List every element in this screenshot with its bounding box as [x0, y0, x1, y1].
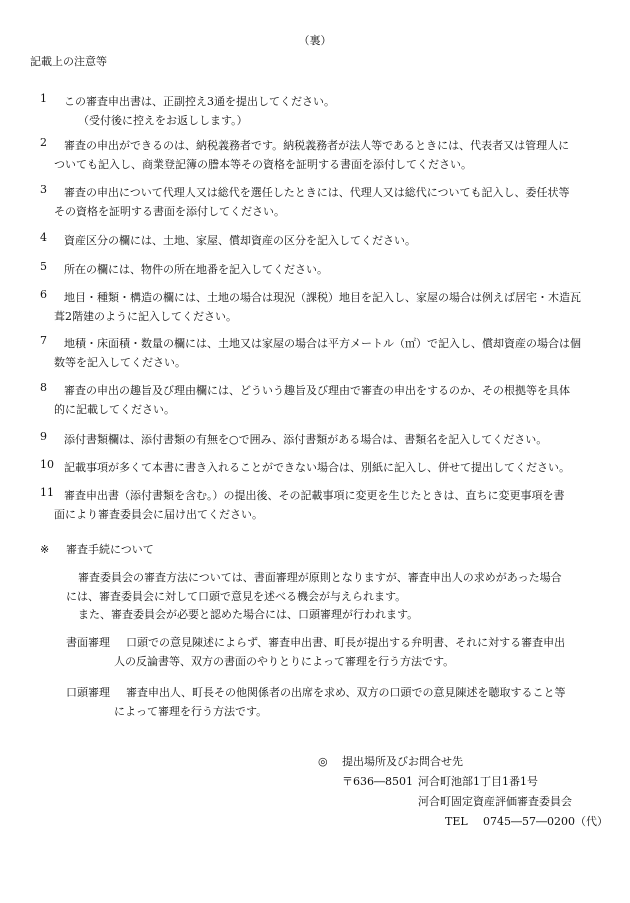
item-number: 8 — [40, 381, 47, 394]
note-item-9 — [40, 430, 600, 449]
item-line1: 資産区分の欄には、土地、家屋、償却資産の区分を記入してください。 — [64, 234, 416, 247]
contact-title: 提出場所及びお問合せ先 — [342, 755, 463, 768]
para-line: また、審査委員会が必要と認めた場合には、口頭審理が行われます。 — [78, 608, 419, 621]
definition-line2: によって審理を行う方法です。 — [114, 705, 268, 718]
note-item-10 — [40, 458, 600, 477]
item-line1: この審査申出書は、正副控え3通を提出してください。 — [64, 95, 335, 108]
item-line2: その資格を証明する書面を添付してください。 — [54, 205, 285, 218]
page-label: （裏） — [298, 34, 332, 47]
item-line2: 的に記載してください。 — [54, 403, 175, 416]
note-item-7 — [40, 334, 600, 372]
page-heading: 記載上の注意等 — [30, 55, 107, 68]
item-line1: 記載事項が多くて本書に書き入れることができない場合は、別紙に記入し、併せて提出してください。 — [64, 461, 570, 474]
item-line1: 所在の欄には、物件の所在地番を記入してください。 — [64, 263, 328, 276]
item-line1: 地積・床面積・数量の欄には、土地又は家屋の場合は平方メートル（㎡）で記入し、償却資産の場合は個 — [64, 337, 581, 350]
item-number: 1 — [40, 92, 47, 105]
definition-label: 口頭審理 — [66, 686, 110, 699]
written-review-definition — [66, 633, 596, 671]
item-number: 9 — [40, 430, 47, 443]
contact-organization: 河合町固定資産評価審査委員会 — [418, 795, 572, 808]
note-item-4 — [40, 231, 600, 250]
note-item-3 — [40, 183, 600, 221]
oral-review-definition — [66, 683, 596, 721]
item-line2: （受付後に控えをお返しします。） — [78, 114, 248, 127]
contact-phone: 0745―57―0200（代） — [483, 815, 608, 828]
item-line2: 数等を記入してください。 — [54, 356, 186, 369]
item-line2: 面により審査委員会に届け出てください。 — [54, 508, 263, 521]
item-line1: 地目・種類・構造の欄には、土地の場合は現況（課税）地目を記入し、家屋の場合は例えば居宅・木造瓦 — [64, 291, 581, 304]
definition-line1: 口頭での意見陳述によらず、審査申出書、町長が提出する弁明書、それに対する審査申出 — [126, 636, 566, 649]
note-item-11 — [40, 486, 600, 524]
note-item-6 — [40, 288, 600, 326]
definition-line1: 審査申出人、町長その他関係者の出席を求め、双方の口頭での意見陳述を聴取すること等 — [126, 686, 566, 699]
note-paragraph-2 — [66, 605, 596, 624]
note-item-2 — [40, 136, 600, 174]
item-line1: 審査の申出の趣旨及び理由欄には、どういう趣旨及び理由で審査の申出をするのか、その根拠等を具体 — [64, 384, 570, 397]
item-number: 10 — [40, 458, 54, 471]
contact-tel-label: TEL — [445, 815, 468, 828]
item-line1: 審査の申出について代理人又は総代を選任したときには、代理人又は総代についても記入し、委任状等 — [64, 186, 570, 199]
item-number: 11 — [40, 486, 54, 499]
item-line1: 審査申出書（添付書類を含む。）の提出後、その記載事項に変更を生じたときは、直ちに変更事項を書 — [64, 489, 565, 502]
definition-line2: 人の反論書等、双方の書面のやりとりによって審理を行う方法です。 — [114, 655, 455, 668]
item-line2: ついても記入し、商業登記簿の謄本等その資格を証明する書面を添付してください。 — [54, 158, 472, 171]
contact-mark: ◎ — [318, 755, 328, 768]
note-mark: ※ — [40, 543, 50, 556]
item-number: 6 — [40, 288, 47, 301]
note-item-8 — [40, 381, 600, 419]
item-line1: 審査の申出ができるのは、納税義務者です。納税義務者が法人等であるときには、代表者又は管理人に — [64, 139, 570, 152]
contact-address: 河合町池部1丁目1番1号 — [418, 775, 538, 788]
para-line1: 審査委員会の審査方法については、書面審理が原則となりますが、審査申出人の求めがあった場合 — [78, 571, 562, 584]
note-item-5 — [40, 260, 600, 279]
definition-label: 書面審理 — [66, 636, 110, 649]
note-item-1 — [40, 92, 600, 130]
item-line2: 葺2階建のように記入してください。 — [54, 310, 237, 323]
item-line1: 添付書類欄は、添付書類の有無を○で囲み、添付書類がある場合は、書類名を記入してください。 — [64, 433, 548, 446]
item-number: 5 — [40, 260, 47, 273]
item-number: 4 — [40, 231, 47, 244]
para-line2: には、審査委員会に対して口頭で意見を述べる機会が与えられます。 — [66, 590, 407, 603]
note-title: 審査手続について — [66, 543, 154, 556]
note-paragraph-1 — [66, 568, 596, 606]
contact-postal-code: 〒636―8501 — [342, 775, 413, 788]
item-number: 2 — [40, 136, 47, 149]
item-number: 3 — [40, 183, 47, 196]
item-number: 7 — [40, 334, 47, 347]
